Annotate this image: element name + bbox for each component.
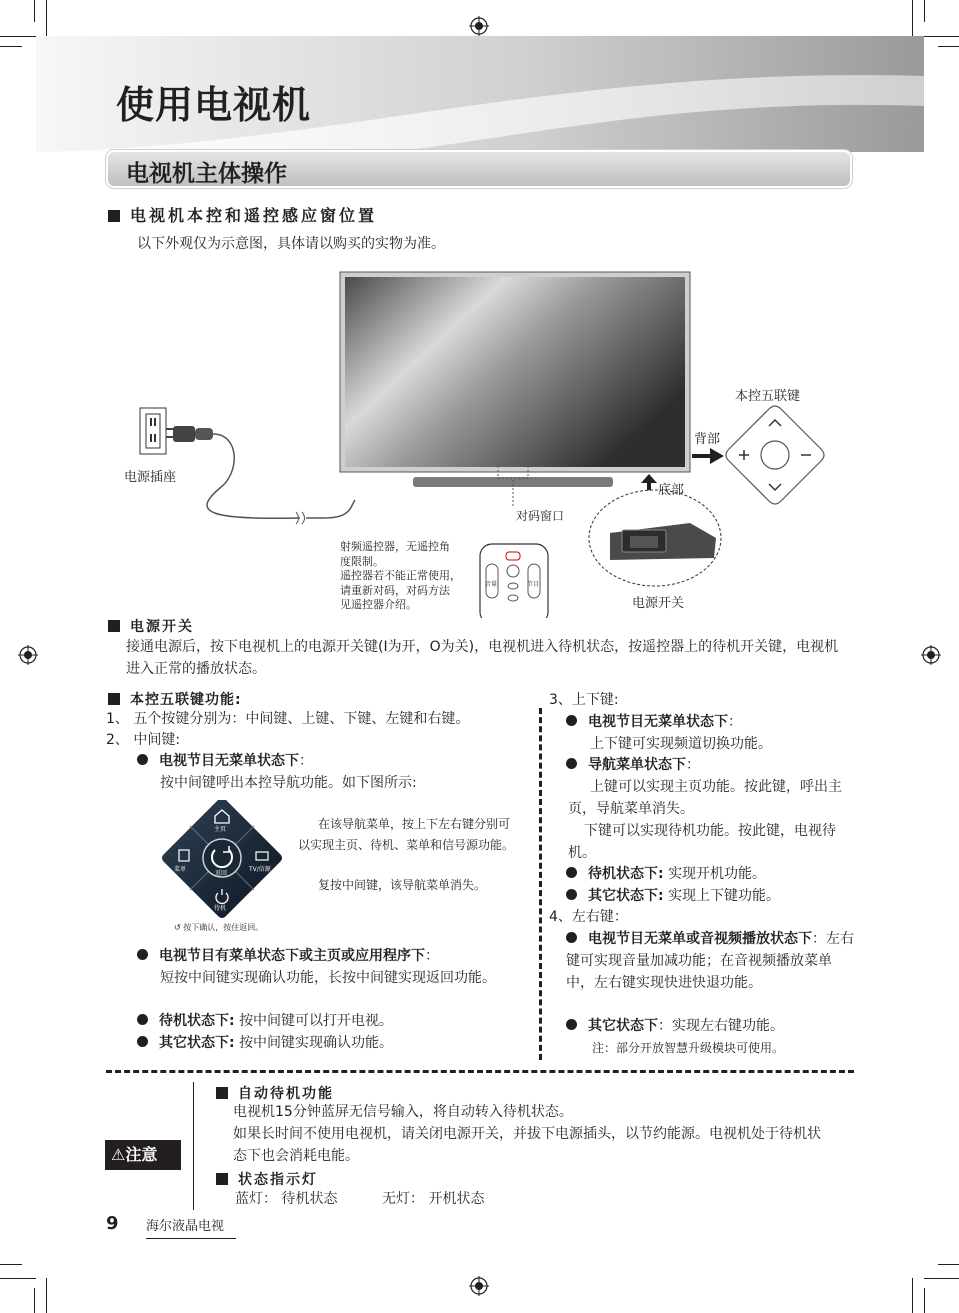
nav-hint: ↺ 按下确认，按住返回。	[174, 923, 264, 932]
r-av-line: 电视节目无菜单或音视频播放状态下：左右键可实现音量加减功能；在音视频播放菜单中，左右键实现快进快退功能。	[566, 931, 854, 991]
with-menu-body: 短按中间键实现确认功能，长按中间键实现返回功能。	[160, 970, 496, 986]
five-key-item-2: 2、 中间键:	[106, 732, 181, 748]
square-bullet-icon	[108, 210, 120, 222]
round-bullet-icon	[566, 758, 577, 769]
round-bullet-icon	[566, 932, 577, 943]
r-no-menu-body: 上下键可实现频道切换功能。	[590, 736, 772, 752]
r-standby-line: 待机状态下: 实现开机功能。	[566, 863, 766, 885]
round-bullet-icon	[137, 1014, 148, 1025]
registration-mark-icon	[18, 645, 38, 665]
five-key-heading: 本控五联键功能:	[108, 689, 242, 709]
warning-icon: ⚠	[111, 1145, 126, 1164]
bottom-label: 底部	[658, 483, 685, 498]
caution-badge: ⚠注意	[105, 1140, 181, 1170]
crop-mark	[34, 0, 35, 22]
indicator-none: 无灯： 开机状态	[382, 1191, 485, 1207]
r-nav-body-1: 上键可以实现主页功能。按此键，呼出主页，导航菜单消失。	[568, 779, 842, 817]
caution-divider	[193, 1082, 194, 1210]
crop-mark	[924, 1278, 959, 1279]
crop-mark	[34, 1288, 35, 1313]
crop-mark	[0, 1264, 22, 1265]
nav-left-label: 菜单	[174, 866, 187, 873]
power-body: 接通电源后，按下电视机上的电源开关键(I为开，O为关)，电视机进入待机状态，按遥控器上的待机开关键，电视机进入正常的播放状态。	[126, 639, 839, 677]
pairing-window-label: 对码窗口	[516, 509, 565, 523]
no-menu-body: 按中间键呼出本控导航功能。如下图所示:	[160, 775, 417, 791]
remote-vol-label: 音量	[485, 581, 498, 588]
footer-brand: 海尔液晶电视	[146, 1215, 236, 1239]
r-nav-body-2: 下键可以实现待机功能。按此键，电视待机。	[568, 823, 836, 861]
section-title: 电视机主体操作	[126, 161, 287, 187]
auto-standby-line-1: 电视机15分钟蓝屏无信号输入，将自动转入待机状态。	[233, 1104, 573, 1120]
nav-menu-diagram	[160, 800, 284, 920]
square-bullet-icon	[216, 1087, 228, 1099]
five-key-label: 本控五联键	[735, 389, 801, 404]
standby-line: 待机状态下: 按中间键可以打开电视。	[137, 1010, 393, 1032]
column-divider	[539, 708, 542, 1060]
nav-right-label: TV/信源	[249, 866, 271, 873]
r-nav-line: 导航菜单状态下：	[566, 754, 700, 776]
r-note: 注：部分开放智慧升级模块可使用。	[592, 1041, 785, 1055]
nav-desc-1: 在该导航菜单，按上下左右键分别可以实现主页、待机、菜单和信号源功能。	[298, 817, 515, 852]
nav-top-label: 主页	[214, 826, 227, 833]
crop-mark	[46, 1278, 47, 1313]
page-title: 使用电视机	[116, 83, 312, 127]
return-icon: ↺	[174, 923, 184, 932]
page-number: 9	[106, 1213, 119, 1234]
nav-bottom-label: 待机	[214, 905, 227, 912]
round-bullet-icon	[566, 715, 577, 726]
five-key-item-1: 1、 五个按键分别为：中间键、上键、下键、左键和右键。	[106, 711, 470, 727]
square-bullet-icon	[216, 1173, 228, 1185]
back-label: 背部	[694, 432, 721, 447]
registration-mark-icon	[921, 645, 941, 665]
registration-mark-icon	[469, 1276, 489, 1296]
crop-mark	[912, 1278, 913, 1313]
crop-mark	[46, 0, 47, 36]
registration-mark-icon	[469, 16, 489, 36]
square-bullet-icon	[108, 693, 120, 705]
section-title-bar	[106, 150, 852, 188]
indicator-blue: 蓝灯： 待机状态	[235, 1191, 338, 1207]
round-bullet-icon	[566, 1019, 577, 1030]
r-no-menu-line: 电视节目无菜单状态下：	[566, 711, 742, 733]
auto-standby-line-2: 如果长时间不使用电视机，请关闭电源开关，并拔下电源插头，以节约能源。电视机处于待机状态下也会消耗电能。	[233, 1126, 821, 1164]
crop-mark	[912, 0, 913, 36]
r-other2-line: 其它状态下：实现左右键功能。	[566, 1015, 784, 1037]
round-bullet-icon	[137, 949, 148, 960]
nav-desc-2: 复按中间键，该导航菜单消失。	[318, 878, 487, 892]
round-bullet-icon	[566, 867, 577, 878]
nav-center-label: 返回	[215, 870, 228, 877]
section-separator	[106, 1070, 854, 1073]
item-3: 3、上下键:	[549, 692, 619, 708]
crop-mark	[0, 1278, 36, 1279]
round-bullet-icon	[566, 889, 577, 900]
crop-mark	[938, 1264, 959, 1265]
auto-standby-heading: 自动待机功能	[216, 1083, 334, 1103]
tv-diagram	[110, 268, 850, 618]
other-line: 其它状态下: 按中间键实现确认功能。	[137, 1032, 393, 1054]
crop-mark	[924, 0, 925, 22]
crop-mark	[924, 36, 959, 37]
no-menu-line: 电视节目无菜单状态下：	[137, 750, 313, 772]
remote-note: 射频遥控器，无遥控角 度限制。 遥控器若不能正常使用， 请重新对码，对码方法 见遥控器介绍。	[340, 540, 461, 611]
remote-ch-label: 节目	[527, 581, 540, 588]
position-note: 以下外观仅为示意图，具体请以购买的实物为准。	[137, 236, 445, 252]
indicator-heading: 状态指示灯	[216, 1169, 318, 1189]
square-bullet-icon	[108, 620, 120, 632]
crop-mark	[0, 36, 36, 37]
r-other-line: 其它状态下: 实现上下键功能。	[566, 885, 780, 907]
power-socket-label: 电源插座	[124, 470, 177, 485]
item-4: 4、左右键：	[549, 909, 628, 925]
with-menu-line: 电视节目有菜单状态下或主页或应用程序下：	[137, 945, 439, 967]
power-heading: 电源开关	[108, 616, 194, 636]
crop-mark	[938, 46, 959, 47]
crop-mark	[0, 46, 22, 47]
crop-mark	[924, 1288, 925, 1313]
power-switch-label: 电源开关	[632, 596, 685, 611]
round-bullet-icon	[137, 754, 148, 765]
round-bullet-icon	[137, 1036, 148, 1047]
position-heading: 电视机本控和遥控感应窗位置	[108, 203, 377, 226]
